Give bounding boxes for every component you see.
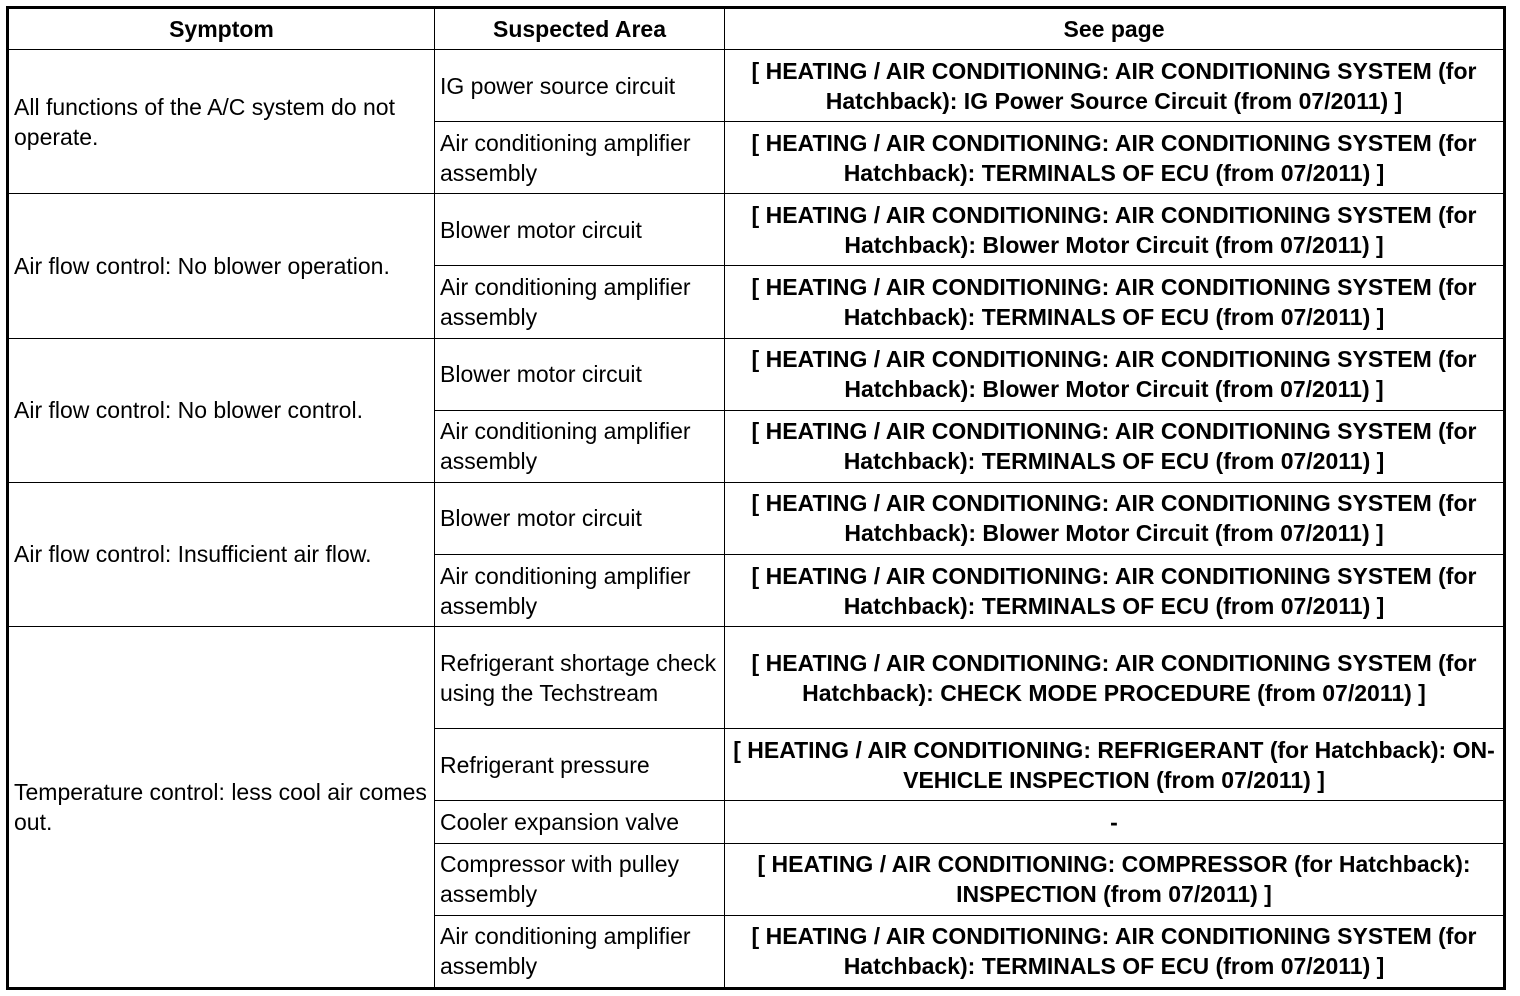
header-row: [9, 9, 1504, 50]
see-page-link[interactable]: [ HEATING / AIR CONDITIONING: AIR CONDITIONING SYSTEM (for Hatchback): Blower Motor Circuit (from 07/2011) ]: [725, 482, 1504, 554]
see-page-link[interactable]: [ HEATING / AIR CONDITIONING: COMPRESSOR (for Hatchback): INSPECTION (from 07/2011) ]: [725, 843, 1504, 915]
suspected-area-cell: Refrigerant pressure: [435, 729, 725, 801]
see-page-link[interactable]: [ HEATING / AIR CONDITIONING: REFRIGERANT (for Hatchback): ON-VEHICLE INSPECTION (from 07/2011) ]: [725, 729, 1504, 801]
symptom-cell: Air flow control: Insufficient air flow.: [9, 482, 435, 626]
suspected-area-cell: Blower motor circuit: [435, 482, 725, 554]
header-symptom: Symptom: [9, 9, 435, 50]
see-page-link[interactable]: [ HEATING / AIR CONDITIONING: AIR CONDITIONING SYSTEM (for Hatchback): TERMINALS OF ECU (from 07/2011) ]: [725, 554, 1504, 626]
suspected-area-cell: Compressor with pulley assembly: [435, 843, 725, 915]
suspected-area-cell: Cooler expansion valve: [435, 801, 725, 843]
symptom-cell: Air flow control: No blower operation.: [9, 194, 435, 338]
see-page-link[interactable]: [ HEATING / AIR CONDITIONING: AIR CONDITIONING SYSTEM (for Hatchback): TERMINALS OF ECU (from 07/2011) ]: [725, 410, 1504, 482]
suspected-area-cell: Air conditioning amplifier assembly: [435, 915, 725, 987]
table-row: [9, 194, 1504, 266]
suspected-area-cell: Air conditioning amplifier assembly: [435, 410, 725, 482]
see-page-link[interactable]: [ HEATING / AIR CONDITIONING: AIR CONDITIONING SYSTEM (for Hatchback): TERMINALS OF ECU (from 07/2011) ]: [725, 915, 1504, 987]
suspected-area-cell: Air conditioning amplifier assembly: [435, 266, 725, 338]
table-row: [9, 338, 1504, 410]
see-page-link[interactable]: [ HEATING / AIR CONDITIONING: AIR CONDITIONING SYSTEM (for Hatchback): TERMINALS OF ECU (from 07/2011) ]: [725, 266, 1504, 338]
suspected-area-cell: IG power source circuit: [435, 50, 725, 122]
header-see-page: See page: [725, 9, 1504, 50]
suspected-area-cell: Refrigerant shortage check using the Techstream: [435, 627, 725, 729]
suspected-area-cell: Air conditioning amplifier assembly: [435, 554, 725, 626]
see-page-dash: -: [725, 801, 1504, 843]
suspected-area-cell: Blower motor circuit: [435, 194, 725, 266]
see-page-link[interactable]: [ HEATING / AIR CONDITIONING: AIR CONDITIONING SYSTEM (for Hatchback): Blower Motor Circuit (from 07/2011) ]: [725, 194, 1504, 266]
see-page-link[interactable]: [ HEATING / AIR CONDITIONING: AIR CONDITIONING SYSTEM (for Hatchback): CHECK MODE PROCEDURE (from 07/2011) ]: [725, 627, 1504, 729]
suspected-area-cell: Blower motor circuit: [435, 338, 725, 410]
table-row: [9, 482, 1504, 554]
see-page-link[interactable]: [ HEATING / AIR CONDITIONING: AIR CONDITIONING SYSTEM (for Hatchback): IG Power Source Circuit (from 07/2011) ]: [725, 50, 1504, 122]
symptom-cell: All functions of the A/C system do not operate.: [9, 50, 435, 194]
see-page-link[interactable]: [ HEATING / AIR CONDITIONING: AIR CONDITIONING SYSTEM (for Hatchback): Blower Motor Circuit (from 07/2011) ]: [725, 338, 1504, 410]
symptom-table-container: [6, 6, 1506, 990]
suspected-area-cell: Air conditioning amplifier assembly: [435, 122, 725, 194]
table-row: [9, 50, 1504, 122]
problem-symptoms-table: [8, 8, 1504, 988]
symptom-cell: Air flow control: No blower control.: [9, 338, 435, 482]
see-page-link[interactable]: [ HEATING / AIR CONDITIONING: AIR CONDITIONING SYSTEM (for Hatchback): TERMINALS OF ECU (from 07/2011) ]: [725, 122, 1504, 194]
table-row: [9, 627, 1504, 729]
header-suspected-area: Suspected Area: [435, 9, 725, 50]
symptom-cell: Temperature control: less cool air comes out.: [9, 627, 435, 988]
